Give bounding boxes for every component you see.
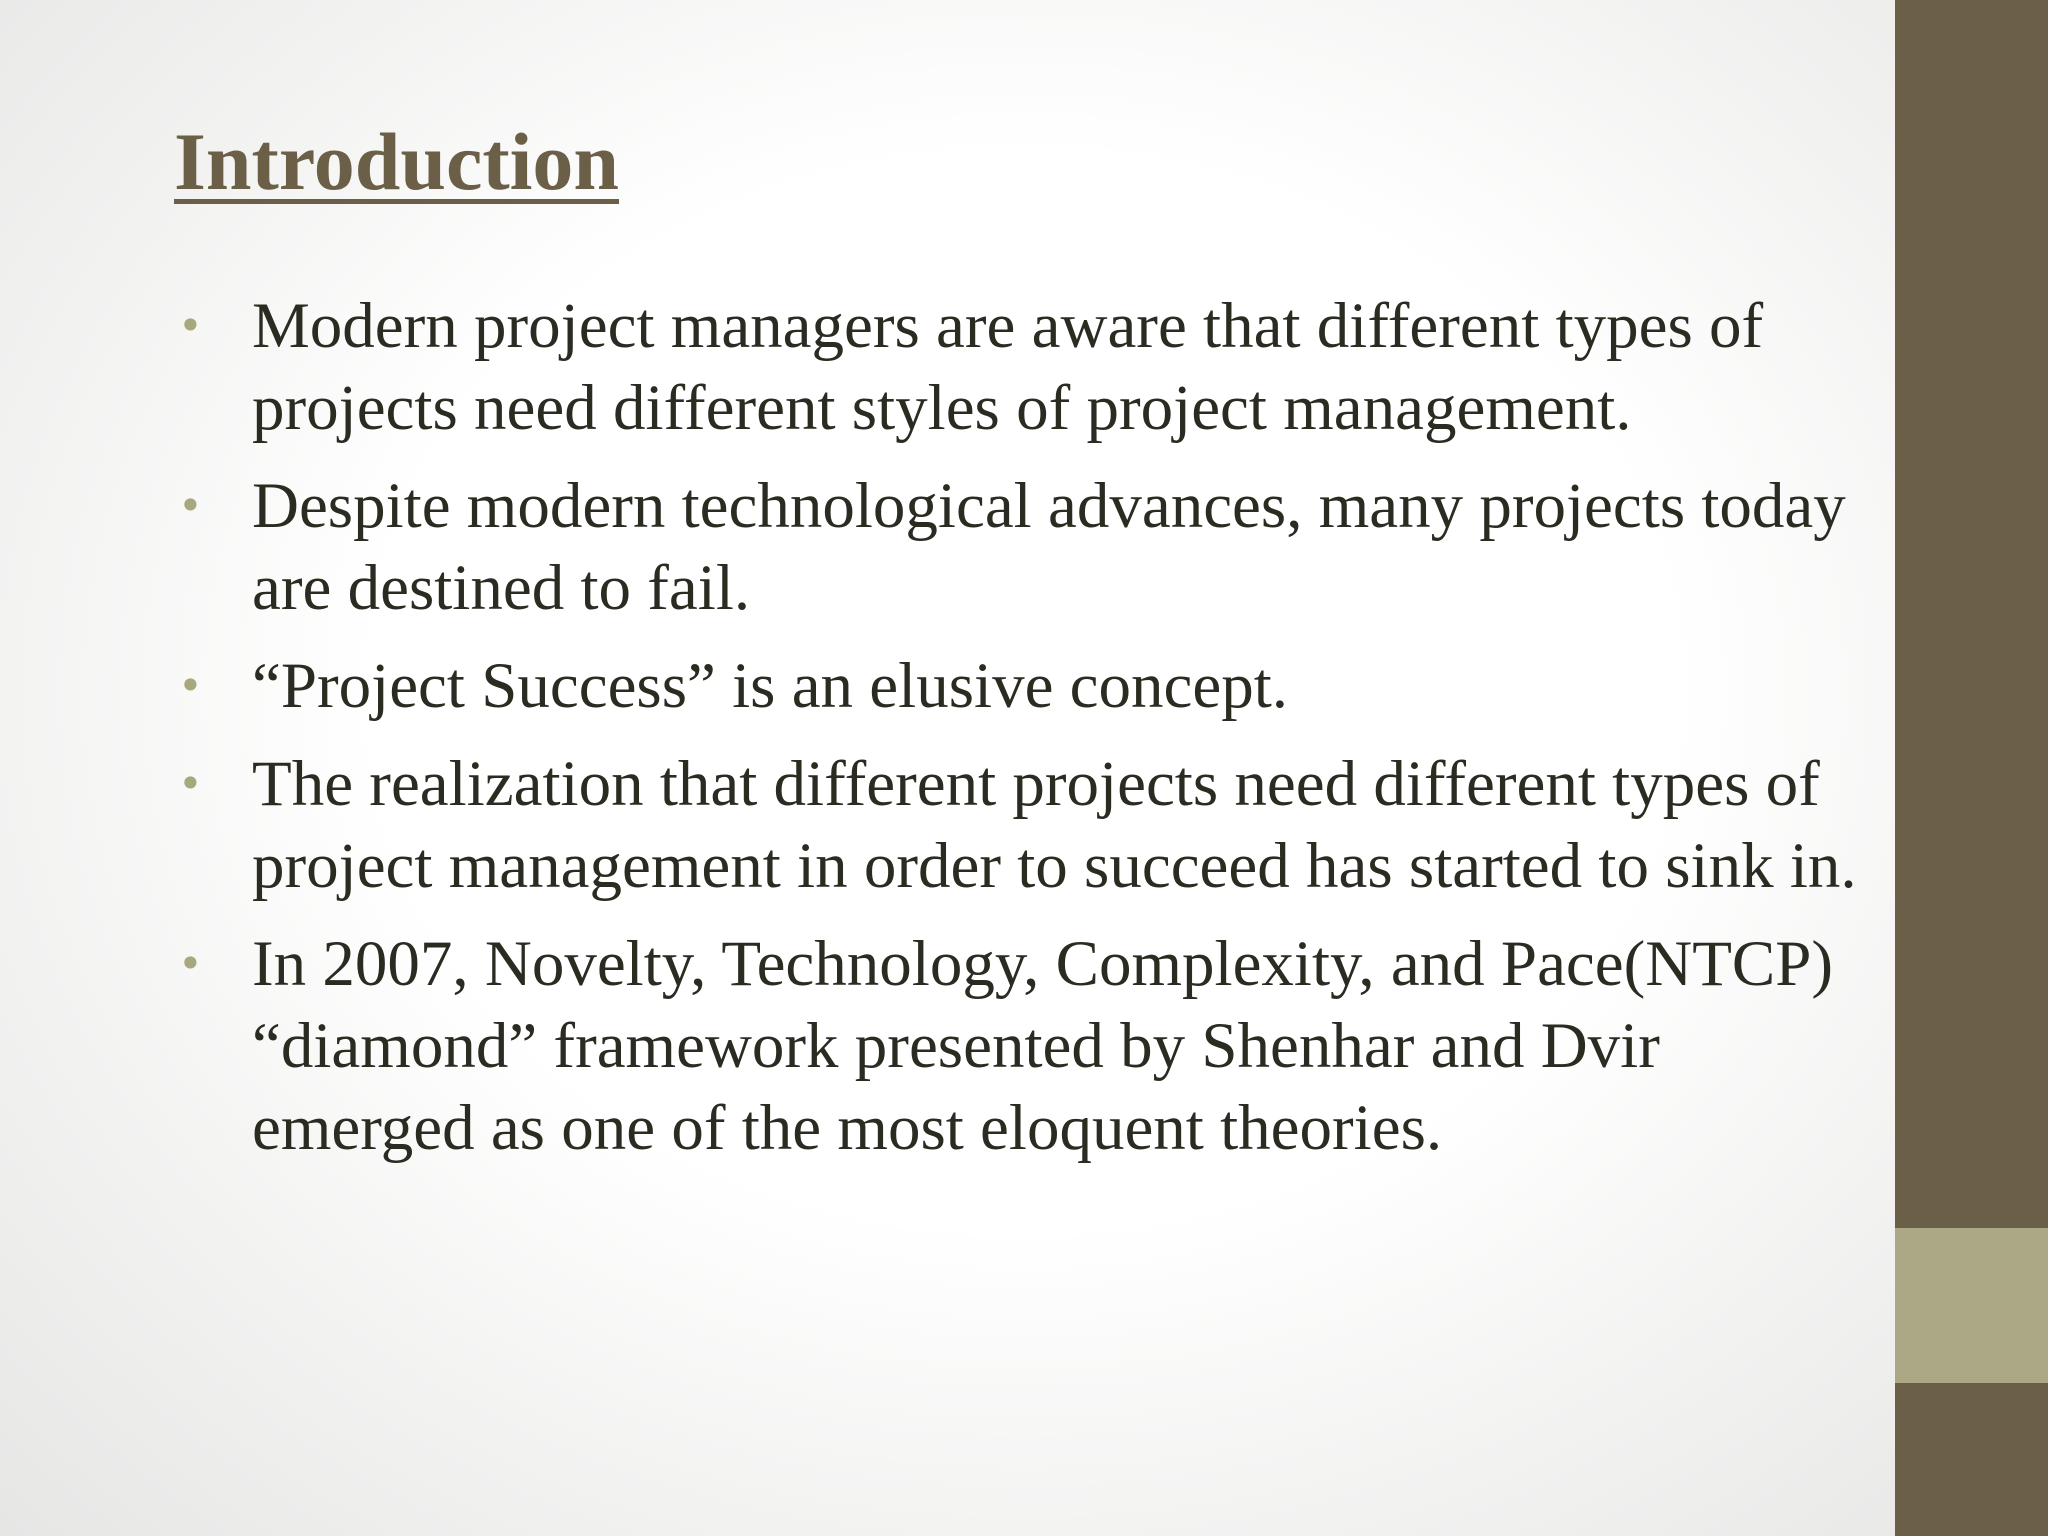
bullet-dot-icon: • — [178, 301, 203, 350]
side-bar-dark-segment — [1895, 0, 2048, 1228]
bullet-text: Despite modern technological advances, many projects today are destined to fail. — [252, 470, 1846, 624]
side-bar-accent-segment — [1895, 1228, 2048, 1383]
bullet-text: “Project Success” is an elusive concept. — [252, 650, 1289, 722]
bullet-dot-icon: • — [178, 759, 203, 808]
bullet-item — [174, 743, 1864, 907]
bullet-dot-icon: • — [178, 481, 203, 530]
bullet-list — [174, 285, 1864, 1185]
bullet-item — [174, 645, 1864, 727]
bullet-text: The realization that different projects need different types of project management in order to succeed has started to sink in. — [252, 748, 1857, 902]
side-bar-dark-segment-bottom — [1895, 1383, 2048, 1536]
side-decoration-bar — [1895, 0, 2048, 1536]
slide-title: Introduction — [174, 116, 620, 207]
bullet-dot-icon: • — [178, 661, 203, 710]
bullet-item — [174, 465, 1864, 629]
bullet-text: In 2007, Novelty, Technology, Complexity, and Pace(NTCP) “diamond” framework presented by Shenhar and Dvir emerged as one of the most eloquent theories. — [252, 928, 1834, 1164]
bullet-dot-icon: • — [178, 939, 203, 988]
bullet-item — [174, 285, 1864, 449]
bullet-item — [174, 923, 1864, 1169]
bullet-text: Modern project managers are aware that different types of projects need different styles of project management. — [252, 290, 1764, 444]
